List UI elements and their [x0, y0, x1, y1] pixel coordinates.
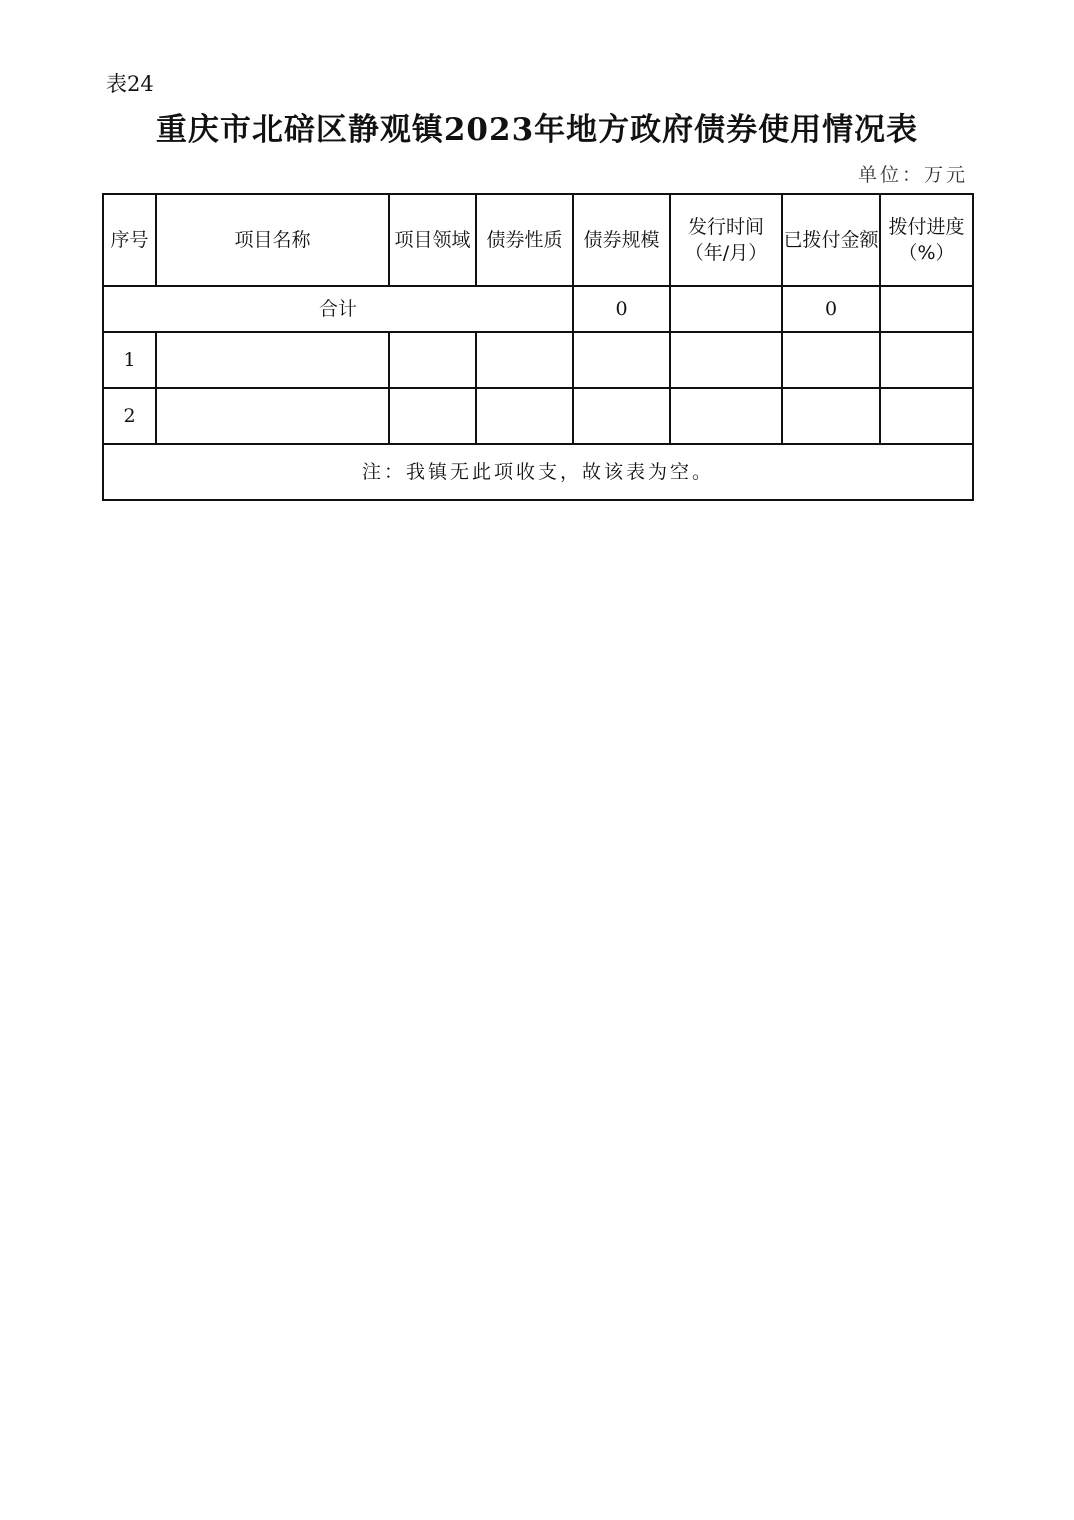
row-issue-time: [670, 388, 782, 444]
total-allocated-amount: 0: [782, 286, 880, 332]
page-title: 重庆市北碚区静观镇2023年地方政府债券使用情况表: [155, 112, 919, 148]
table-number: 表24: [106, 72, 154, 96]
row-project-name: [156, 332, 389, 388]
note-row: [103, 444, 973, 500]
row-seq: 2: [103, 388, 156, 444]
row-allocation-progress: [880, 332, 973, 388]
total-allocation-progress: [880, 286, 973, 332]
total-row: [103, 286, 973, 332]
header-bond-nature: 债券性质: [476, 194, 573, 286]
table-header-row: [103, 194, 973, 286]
header-project-name: 项目名称: [156, 194, 389, 286]
header-bond-scale: 债券规模: [573, 194, 670, 286]
row-allocation-progress: [880, 388, 973, 444]
header-allocated-amount: 已拨付金额: [782, 194, 880, 286]
table-note: 注：我镇无此项收支，故该表为空。: [103, 444, 973, 500]
row-allocated-amount: [782, 388, 880, 444]
row-seq: 1: [103, 332, 156, 388]
header-project-field: 项目领域: [389, 194, 476, 286]
total-label: 合计: [103, 286, 573, 332]
row-project-field: [389, 388, 476, 444]
header-allocation-progress: 拨付进度（%）: [880, 194, 973, 286]
row-issue-time: [670, 332, 782, 388]
table-row: [103, 332, 973, 388]
row-project-field: [389, 332, 476, 388]
row-bond-scale: [573, 332, 670, 388]
header-seq: 序号: [103, 194, 156, 286]
row-bond-nature: [476, 388, 573, 444]
row-bond-nature: [476, 332, 573, 388]
total-issue-time: [670, 286, 782, 332]
bond-usage-table: [102, 193, 974, 501]
table-row: [103, 388, 973, 444]
unit-label: 单位：万元: [857, 164, 968, 186]
row-project-name: [156, 388, 389, 444]
header-issue-time: 发行时间（年/月）: [670, 194, 782, 286]
total-bond-scale: 0: [573, 286, 670, 332]
row-allocated-amount: [782, 332, 880, 388]
row-bond-scale: [573, 388, 670, 444]
